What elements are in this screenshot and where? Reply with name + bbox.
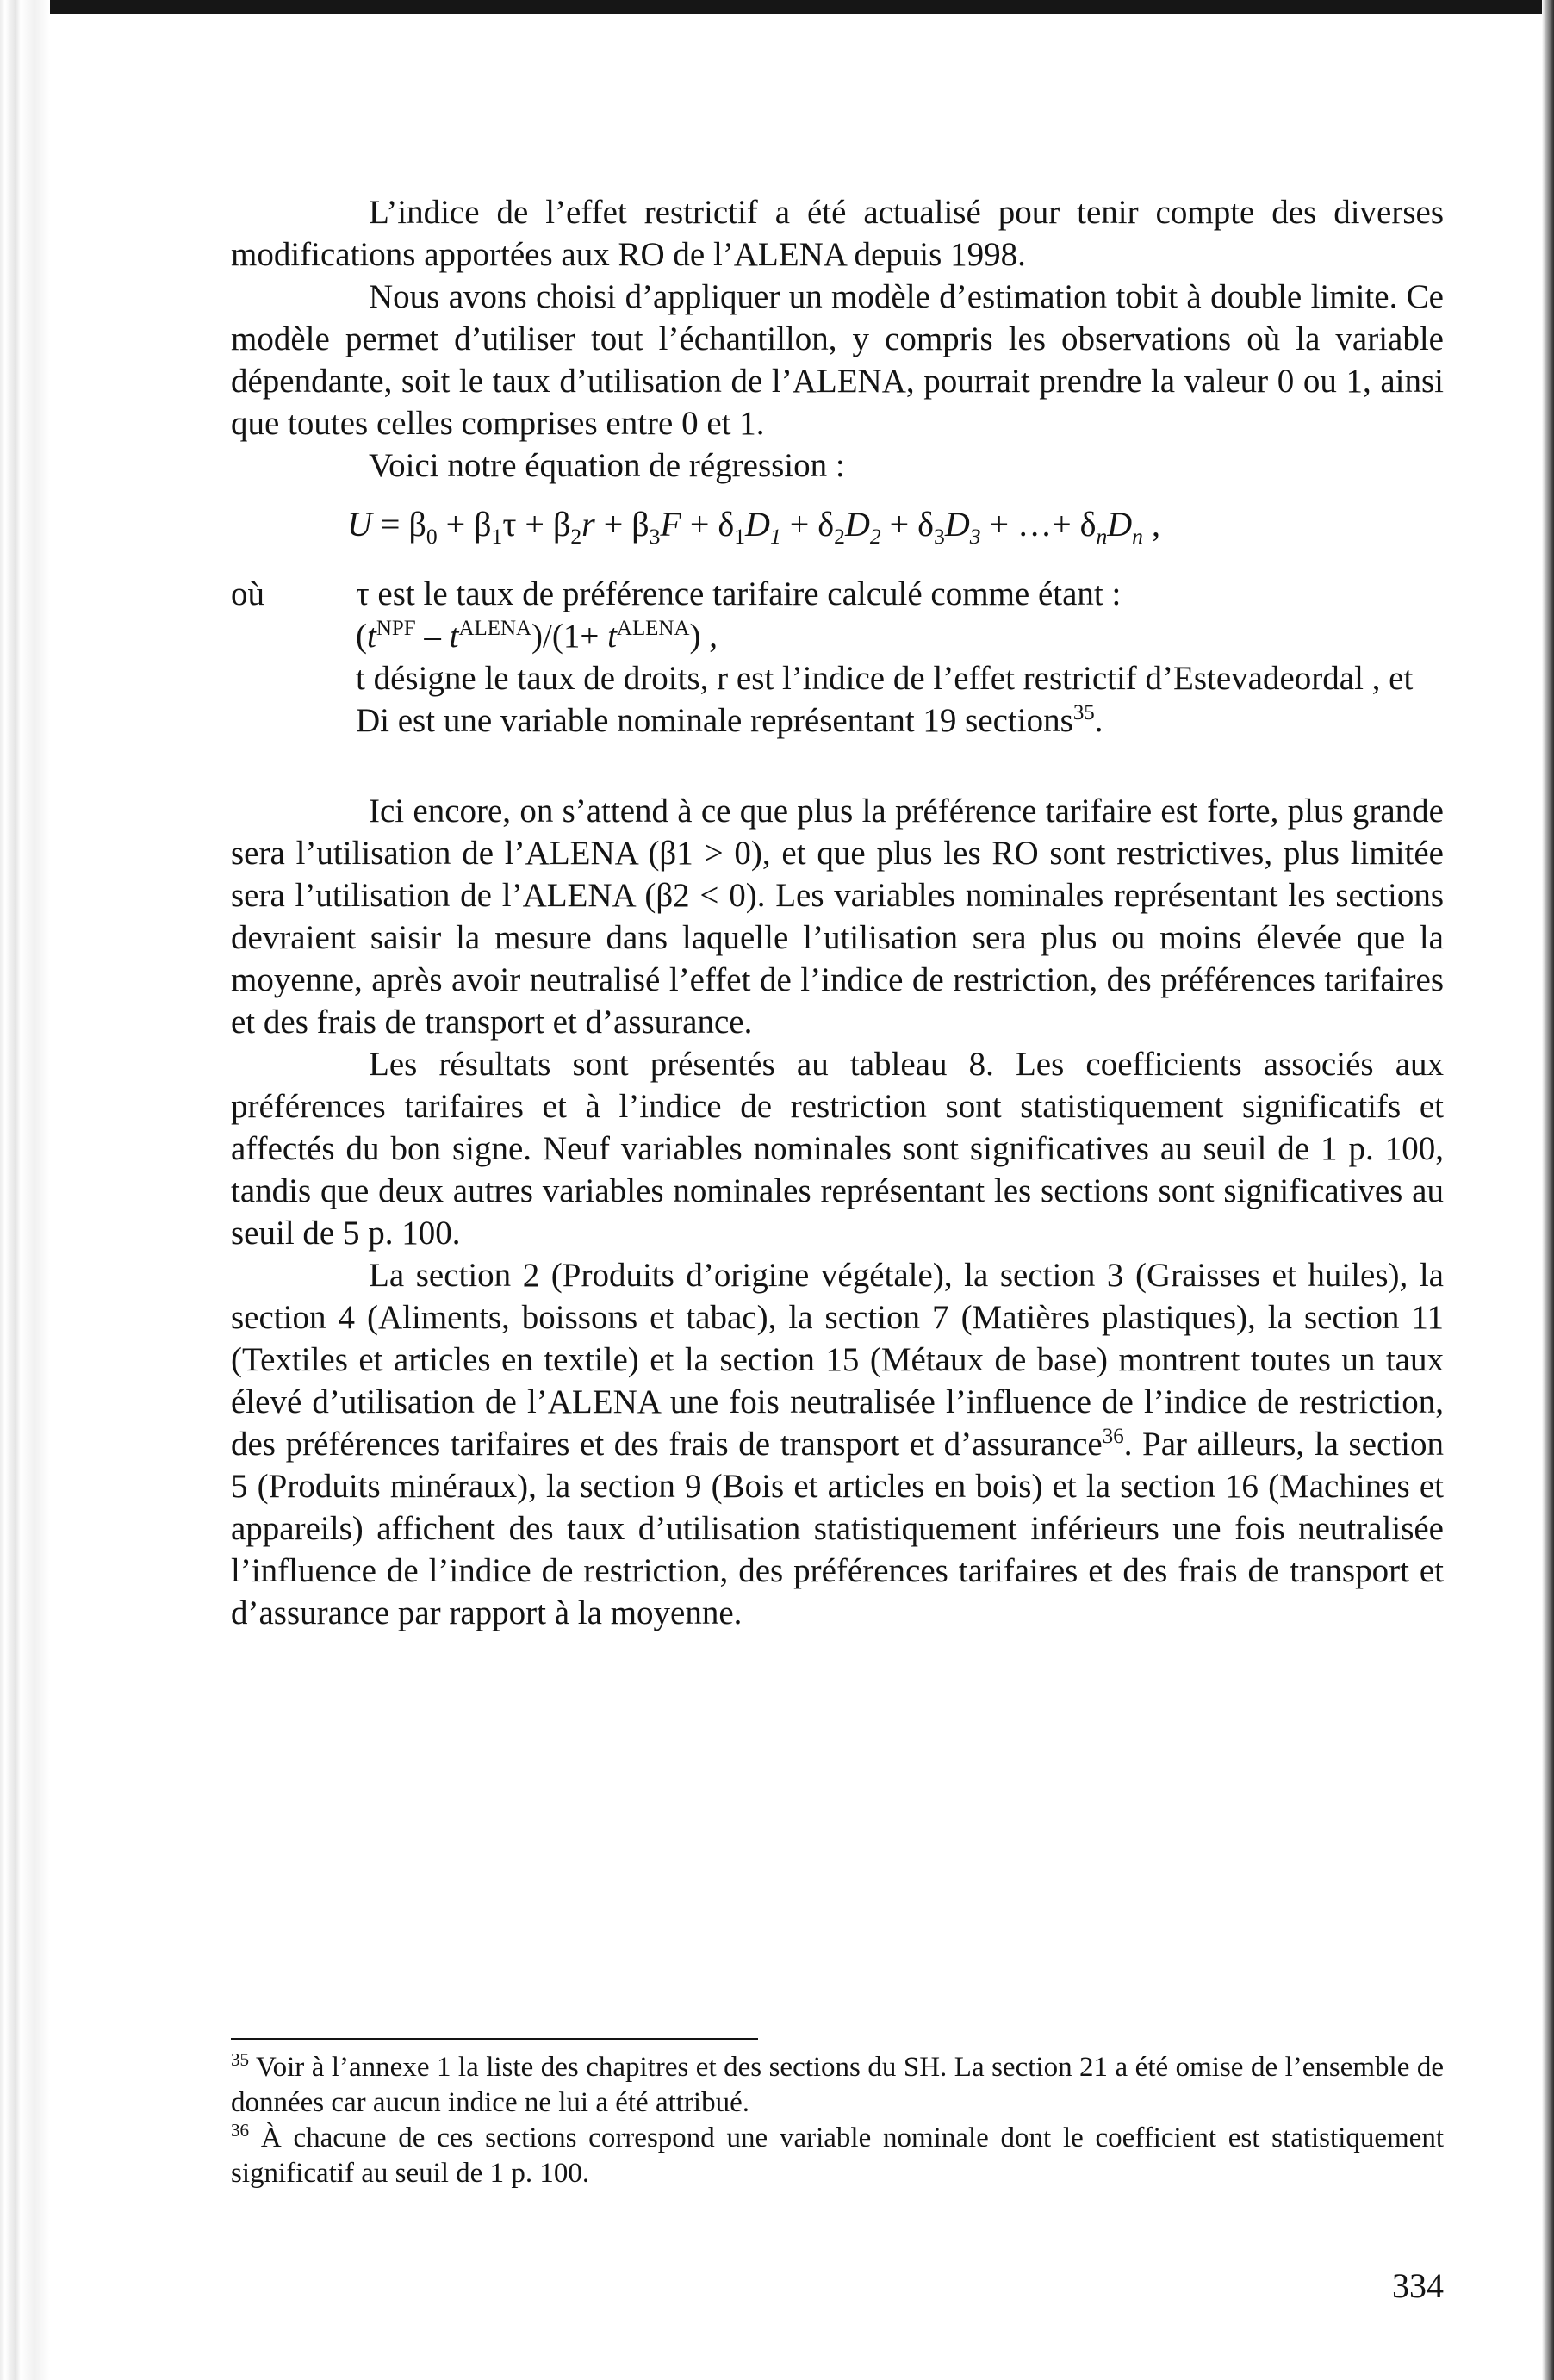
paragraph-regression-intro: Voici notre équation de régression : <box>369 447 845 484</box>
paragraph-sections: La section 2 (Produits d’origine végétale), la section 3 (Graisses et huiles), la section 4 (Aliments, boissons et tabac), la section 7 (Matières plastiques), la section 11 (Textiles et articles en textile) et la section 15 (Métaux de base) montrent toutes un taux élevé d’utilisation de l’ALENA une fois neutralisée l’influence de l’indice de restriction, des préférences tarifaires et des frais de transport et d’assurance$^{36}$. Par ailleurs, la section 5 (Produits minéraux), la section 9 (Bois et articles en bois) et la section 16 (Machines et appareils) affichent des taux d’utilisation statistiquement inférieurs une fois neutralisée l’influence de l’indice de restriction, des préférences tarifaires et des frais de transport et d’assurance par rapport à la moyenne. <box>231 1257 1444 1631</box>
variable-definitions <box>231 573 1444 742</box>
scan-top-edge <box>0 0 1554 14</box>
footnotes <box>231 2050 1444 2191</box>
paragraph-expectations: Ici encore, on s’attend à ce que plus la préférence tarifaire est forte, plus grande sera l’utilisation de l’ALENA (β1 > 0), et que plus les RO sont restrictives, plus limitée sera l’utilisation de l’ALENA (β2 < 0). Les variables nominales représentant les sections devraient saisir la mesure dans laquelle l’utilisation sera plus ou moins élevée que la moyenne, après avoir neutralisé l’effet de l’indice de restriction, des préférences tarifaires et des frais de transport et d’assurance. <box>231 792 1444 1041</box>
footnote-separator <box>231 2038 758 2040</box>
footnote-ref-36: 36 <box>1102 1425 1124 1448</box>
definition-tau: τ est le taux de préférence tarifaire calculé comme étant : <box>356 575 1122 612</box>
scan-right-edge <box>1542 0 1554 2380</box>
page-number: 334 <box>1392 2266 1444 2305</box>
paragraph-restriction-index: L’indice de l’effet restrictif a été actualisé pour tenir compte des diverses modifications apportées aux RO de l’ALENA depuis 1998. <box>231 194 1444 273</box>
paragraph-results: Les résultats sont présentés au tableau 8. Les coefficients associés aux préférences tarifaires et à l’indice de restriction sont statistiquement significatifs et affectés du bon signe. Neuf variables nominales sont significatives au seuil de 1 p. 100, tandis que deux autres variables nominales représentant les sections sont significatives au seuil de 5 p. 100. <box>231 1046 1444 1252</box>
footnote-35: $^{35}$ Voir à l’annexe 1 la liste des chapitres et des sections du SH. La section 21 a été omise de l’ensemble de données car aucun indice ne lui a été attribué. <box>231 2049 1444 2118</box>
definition-di: Di est une variable nominale représentant 19 sections$^{35}$. <box>356 701 1103 739</box>
regression-equation: $U = \beta_0 + \beta_1\tau + \beta_2r + \beta_3F + \delta_1D_1 + \delta_2D_2 + \delta_3D_3$ + …+ $\delta_nD_n$ , <box>347 505 1160 549</box>
scan-left-edge <box>0 0 50 2380</box>
footnote-36: $^{36}$ À chacune de ces sections correspond une variable nominale dont le coefficient est statistiquement significatif au seuil de 1 p. 100. <box>231 2120 1444 2189</box>
paragraph-tobit-model: Nous avons choisi d’appliquer un modèle d’estimation tobit à double limite. Ce modèle permet d’utiliser tout l’échantillon, y compris les observations où la variable dépendante, soit le taux d’utilisation de l’ALENA, pourrait prendre la valeur 0 ou 1, ainsi que toutes celles comprises entre 0 et 1. <box>231 278 1444 442</box>
tariff-preference-formula: $(t^{NPF} - t^{ALENA})/(1+ t^{ALENA})$ , <box>356 617 718 655</box>
page-body <box>231 191 1444 1634</box>
definition-t-r: t désigne le taux de droits, r est l’indice de l’effet restrictif d’Estevadeordal , et <box>356 660 1414 697</box>
footnote-ref-35: 35 <box>1072 701 1095 724</box>
definitions-label: où <box>231 575 264 612</box>
